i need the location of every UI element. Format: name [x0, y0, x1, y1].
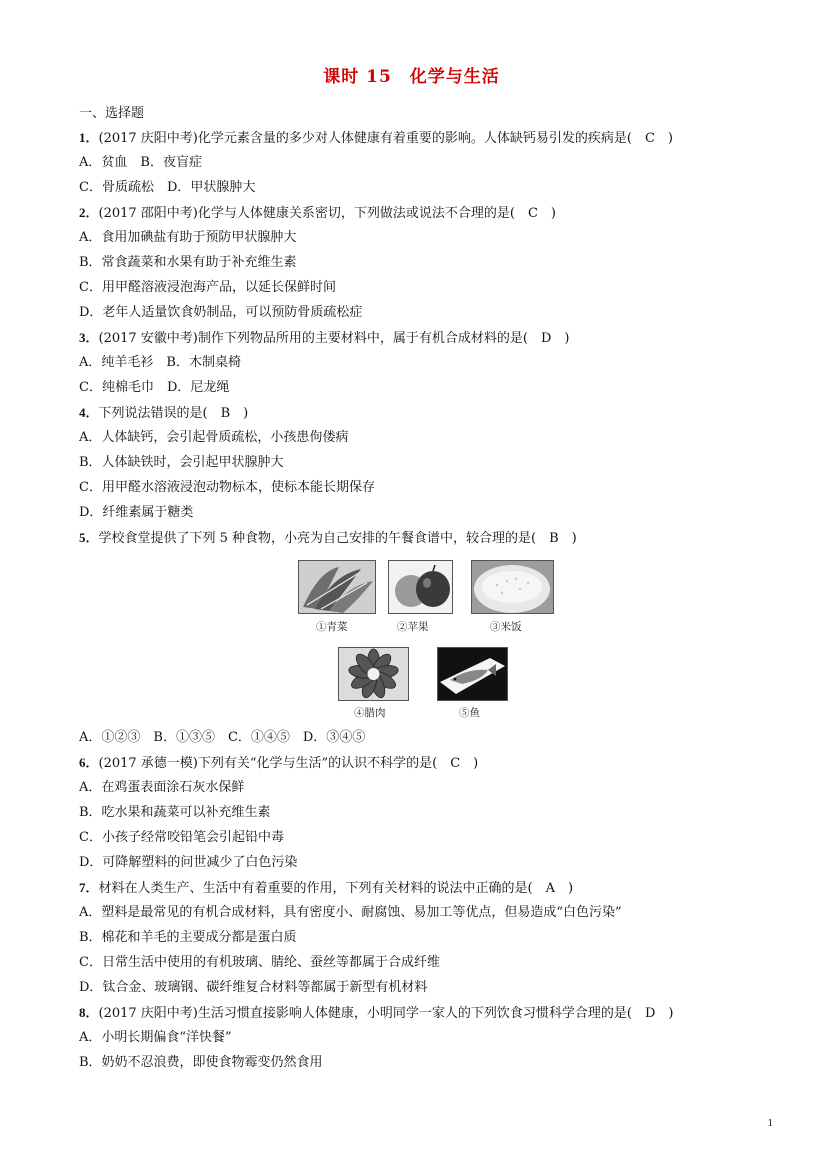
option-b: B．奶奶不忍浪费，即使食物霉变仍然食用 — [79, 1055, 323, 1070]
question-stem: 材料在人类生产、生活中有着重要的作用，下列有关材料的说法中正确的是( A ) — [98, 881, 574, 896]
question-8 — [79, 1005, 673, 1022]
question-number: 8． — [79, 1005, 99, 1020]
question-stem: 下列说法错误的是( B ) — [98, 406, 249, 421]
option-c: C．日常生活中使用的有机玻璃、腈纶、蚕丝等都属于合成纤维 — [79, 955, 440, 970]
option-c: C．小孩子经常咬铅笔会引起铅中毒 — [79, 830, 284, 845]
option-b: B．棉花和羊毛的主要成分都是蛋白质 — [79, 930, 297, 945]
caption-fish: ⑤鱼 — [459, 707, 480, 719]
option-a: A．食用加碘盐有助于预防甲状腺肿大 — [79, 230, 297, 245]
page-number: 1 — [767, 1117, 773, 1129]
option-a: A．塑料是最常见的有机合成材料，具有密度小、耐腐蚀、易加工等优点，但易造成“白色污染” — [79, 905, 622, 920]
question-3 — [79, 330, 569, 347]
caption-rice: ③米饭 — [490, 621, 522, 633]
question-stem: (2017 承德一模)下列有关“化学与生活”的认识不科学的是( C ) — [98, 756, 479, 771]
question-6 — [79, 755, 478, 772]
option-d: D．老年人适量饮食奶制品，可以预防骨质疏松症 — [79, 305, 363, 320]
question-2 — [79, 205, 556, 222]
apple-picture — [388, 560, 453, 614]
rice-picture — [471, 560, 554, 614]
question-stem: (2017 安徽中考)制作下列物品所用的主要材料中，属于有机合成材料的是( D ) — [98, 331, 570, 346]
question-5 — [79, 530, 577, 547]
q5-options: A．①②③ B．①③⑤ C．①④⑤ D．③④⑤ — [79, 730, 366, 745]
question-number: 1． — [79, 130, 99, 145]
option-d: D．可降解塑料的问世减少了白色污染 — [79, 855, 298, 870]
page-title: 课时 15 化学与生活 — [323, 67, 500, 87]
caption-vegetable: ①青菜 — [316, 621, 348, 633]
question-7 — [79, 880, 573, 897]
option-line: C．骨质疏松 D．甲状腺肿大 — [79, 180, 256, 195]
option-a: A．人体缺钙，会引起骨质疏松，小孩患佝偻病 — [79, 430, 349, 445]
question-stem: (2017 庆阳中考)化学元素含量的多少对人体健康有着重要的影响。人体缺钙易引发的疾病是( C ) — [98, 131, 673, 146]
option-line: A．贫血 B．夜盲症 — [79, 155, 202, 170]
section-heading: 一、选择题 — [79, 106, 145, 121]
caption-apple: ②苹果 — [397, 621, 429, 633]
question-number: 3． — [79, 330, 99, 345]
question-4 — [79, 405, 248, 422]
option-a: A．在鸡蛋表面涂石灰水保鲜 — [79, 780, 245, 795]
caption-cured-meat: ④腊肉 — [354, 707, 386, 719]
question-1 — [79, 130, 673, 147]
fish-picture — [437, 647, 508, 701]
question-number: 2． — [79, 205, 99, 220]
option-line: A．纯羊毛衫 B．木制桌椅 — [79, 355, 241, 370]
option-b: B．吃水果和蔬菜可以补充维生素 — [79, 805, 271, 820]
cured-meat-picture — [338, 647, 409, 701]
option-c: C．用甲醛溶液浸泡海产品，以延长保鲜时间 — [79, 280, 336, 295]
question-number: 6． — [79, 755, 99, 770]
question-stem: (2017 邵阳中考)化学与人体健康关系密切，下列做法或说法不合理的是( C ) — [98, 206, 556, 221]
option-a: A．小明长期偏食“洋快餐” — [79, 1030, 232, 1045]
vegetable-picture — [298, 560, 376, 614]
option-d: D．钛合金、玻璃钢、碳纤维复合材料等都属于新型有机材料 — [79, 980, 428, 995]
question-number: 4． — [79, 405, 99, 420]
option-b: B．人体缺铁时，会引起甲状腺肿大 — [79, 455, 284, 470]
option-c: C．用甲醛水溶液浸泡动物标本，使标本能长期保存 — [79, 480, 375, 495]
question-number: 7． — [79, 880, 99, 895]
option-b: B．常食蔬菜和水果有助于补充维生素 — [79, 255, 297, 270]
question-stem: 学校食堂提供了下列 5 种食物，小亮为自己安排的午餐食谱中，较合理的是( B ) — [98, 531, 577, 546]
option-line: C．纯棉毛巾 D．尼龙绳 — [79, 380, 230, 395]
question-number: 5． — [79, 530, 99, 545]
option-d: D．纤维素属于糖类 — [79, 505, 194, 520]
question-stem: (2017 庆阳中考)生活习惯直接影响人体健康，小明同学一家人的下列饮食习惯科学合理的是( D ) — [98, 1006, 674, 1021]
